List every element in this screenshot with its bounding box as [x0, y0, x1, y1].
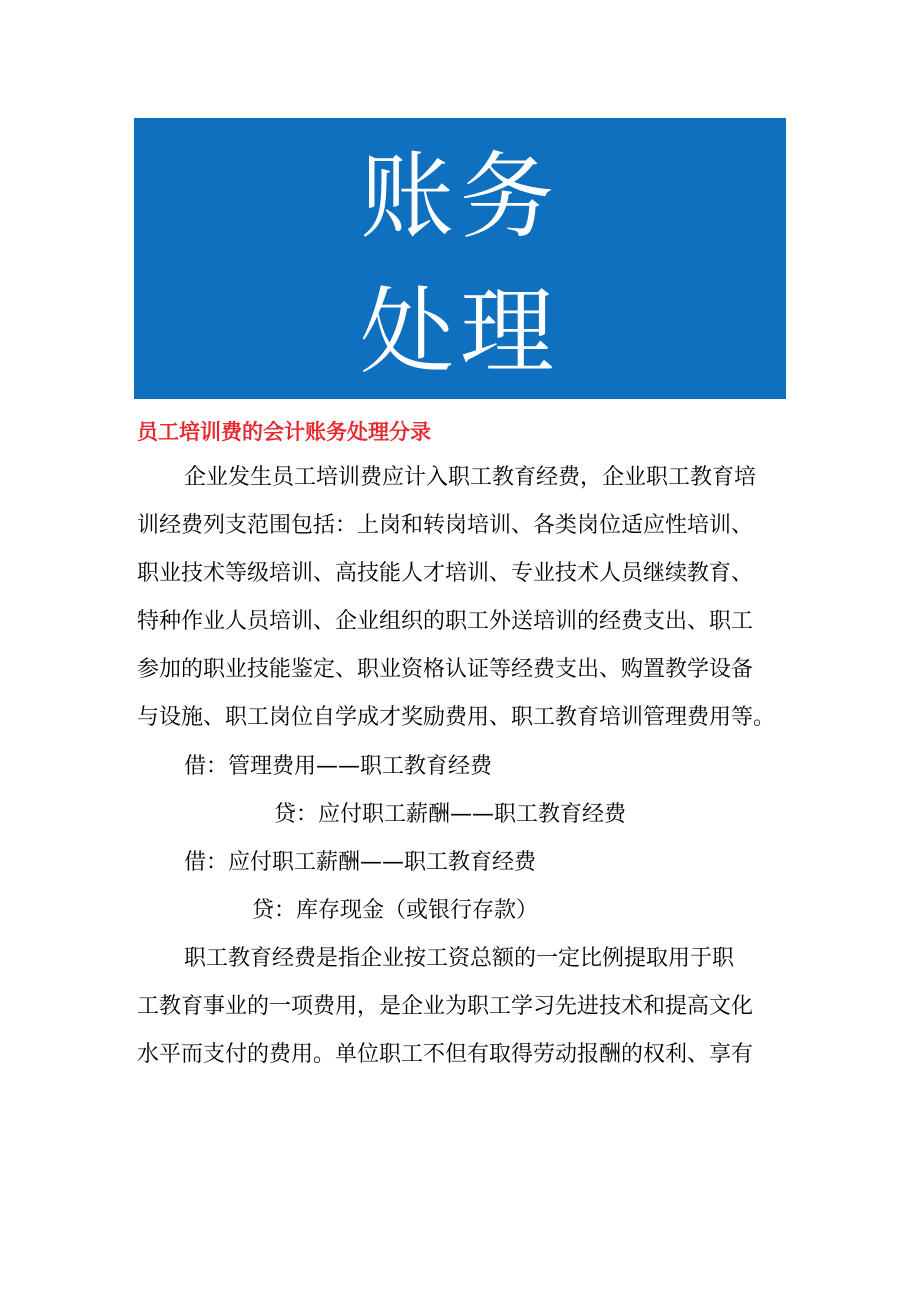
banner-title-line-2: 处理	[359, 278, 560, 387]
paragraph-1-line-2: 训经费列支范围包括：上岗和转岗培训、各类岗位适应性培训、	[137, 513, 754, 538]
paragraph-1-line-6: 与设施、职工岗位自学成才奖励费用、职工教育培训管理费用等。	[137, 705, 776, 730]
title-banner	[134, 118, 786, 399]
paragraph-2-line-1: 职工教育经费是指企业按工资总额的一定比例提取用于职	[184, 946, 735, 971]
entry-debit-1: 借：管理费用——职工教育经费	[184, 754, 493, 779]
banner-title-line-1: 账务	[359, 143, 560, 252]
entry-debit-2: 借：应付职工薪酬——职工教育经费	[184, 850, 537, 875]
section-title: 员工培训费的会计账务处理分录	[137, 420, 431, 444]
paragraph-1-line-1: 企业发生员工培训费应计入职工教育经费，企业职工教育培	[184, 465, 757, 490]
entry-credit-2: 贷：库存现金（或银行存款）	[252, 898, 539, 923]
paragraph-1-line-3: 职业技术等级培训、高技能人才培训、专业技术人员继续教育、	[137, 561, 754, 586]
paragraph-1-line-4: 特种作业人员培训、企业组织的职工外送培训的经费支出、职工	[137, 609, 754, 634]
paragraph-2-line-3: 水平而支付的费用。单位职工不但有取得劳动报酬的权利、享有	[137, 1042, 754, 1067]
paragraph-2-line-2: 工教育事业的一项费用，是企业为职工学习先进技术和提高文化	[137, 994, 754, 1019]
paragraph-1-line-5: 参加的职业技能鉴定、职业资格认证等经费支出、购置教学设备	[137, 657, 754, 682]
entry-credit-1: 贷：应付职工薪酬——职工教育经费	[274, 802, 627, 827]
